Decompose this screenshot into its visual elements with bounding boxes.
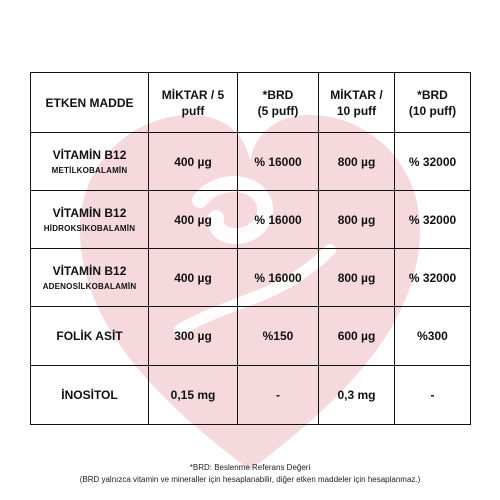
brd-10-cell: % 32000 [395, 249, 471, 307]
brd-5-cell: %150 [238, 307, 319, 366]
brd-10-cell: % 32000 [395, 133, 471, 191]
footnote-brd-definition: *BRD: Beslenme Referans Değeri [189, 463, 311, 472]
ingredient-name-cell: İNOSİTOL [31, 366, 149, 425]
ingredient-name-cell: VİTAMİN B12 METİLKOBALAMİN [31, 133, 149, 191]
amount-10-cell: 800 µg [319, 133, 395, 191]
brd-5-cell: % 16000 [238, 249, 319, 307]
brd-5-cell: % 16000 [238, 133, 319, 191]
header-brd-5-puff: *BRD (5 puff) [238, 73, 319, 133]
amount-5-cell: 300 µg [149, 307, 238, 366]
header-amount-5-puff: MİKTAR / 5 puff [149, 73, 238, 133]
amount-5-cell: 400 µg [149, 191, 238, 249]
ingredient-name-cell: VİTAMİN B12 ADENOSİLKOBALAMİN [31, 249, 149, 307]
table-row [31, 191, 471, 249]
amount-10-cell: 600 µg [319, 307, 395, 366]
ingredients-table [30, 72, 471, 425]
table-row [31, 133, 471, 191]
amount-10-cell: 0,3 mg [319, 366, 395, 425]
footnote-brd-explanation: (BRD yalnızca vitamin ve mineraller için hesaplanabilir, diğer etken maddeler için hesaplanmaz.) [79, 475, 421, 484]
amount-5-cell: 0,15 mg [149, 366, 238, 425]
brd-10-cell: % 32000 [395, 191, 471, 249]
ingredient-name-cell: FOLİK ASİT [31, 307, 149, 366]
table-row [31, 307, 471, 366]
ingredient-name-cell: VİTAMİN B12 HİDROKSİKOBALAMİN [31, 191, 149, 249]
header-brd-10-puff: *BRD (10 puff) [395, 73, 471, 133]
header-active-ingredient: ETKEN MADDE [31, 73, 149, 133]
table-row [31, 249, 471, 307]
amount-5-cell: 400 µg [149, 133, 238, 191]
table-header-row [31, 73, 471, 133]
amount-10-cell: 800 µg [319, 249, 395, 307]
amount-5-cell: 400 µg [149, 249, 238, 307]
header-amount-10-puff: MİKTAR / 10 puff [319, 73, 395, 133]
brd-5-cell: % 16000 [238, 191, 319, 249]
brd-5-cell: - [238, 366, 319, 425]
table-row [31, 366, 471, 425]
brd-10-cell: %300 [395, 307, 471, 366]
amount-10-cell: 800 µg [319, 191, 395, 249]
brd-10-cell: - [395, 366, 471, 425]
